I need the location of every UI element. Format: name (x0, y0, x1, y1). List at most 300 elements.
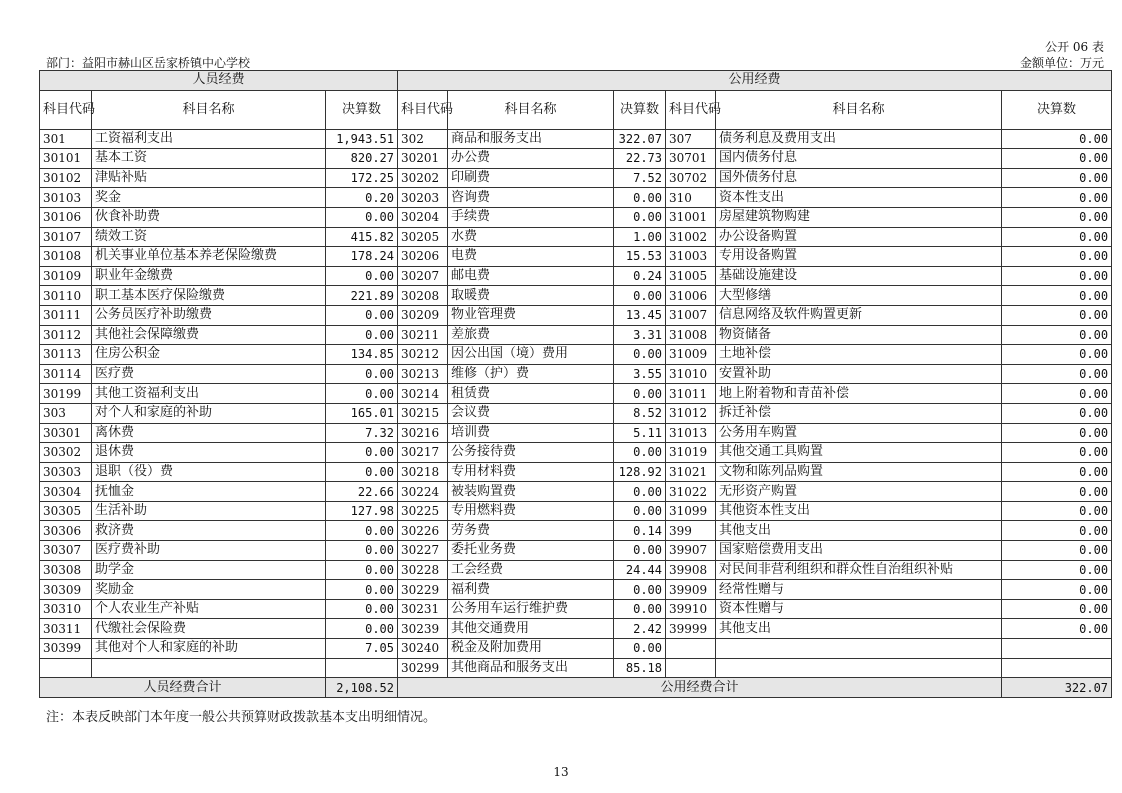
personnel-amount-cell: 0.00 (326, 541, 398, 561)
table-row (40, 266, 1112, 286)
personnel-code-cell: 30305 (40, 501, 92, 521)
personnel-name-cell: 其他社会保障缴费 (92, 325, 326, 345)
public-b-code-cell: 307 (666, 129, 716, 149)
personnel-name-cell: 工资福利支出 (92, 129, 326, 149)
personnel-name-cell: 津贴补贴 (92, 168, 326, 188)
table-row (40, 207, 1112, 227)
public-b-code-cell: 31007 (666, 305, 716, 325)
public-a-name-cell: 水费 (448, 227, 614, 247)
personnel-code-cell: 30109 (40, 266, 92, 286)
public-a-code-cell: 302 (398, 129, 448, 149)
personnel-amount-cell: 0.20 (326, 188, 398, 208)
public-b-amount-cell: 0.00 (1002, 227, 1112, 247)
public-b-amount-cell: 0.00 (1002, 345, 1112, 365)
public-a-amount-cell: 0.00 (614, 384, 666, 404)
public-a-amount-cell: 85.18 (614, 658, 666, 678)
public-a-name-cell: 维修（护）费 (448, 364, 614, 384)
table-row (40, 423, 1112, 443)
public-b-name-cell: 对民间非营利组织和群众性自治组织补贴 (716, 560, 1002, 580)
public-a-code-cell: 30299 (398, 658, 448, 678)
table-row (40, 247, 1112, 267)
public-a-amount-cell: 8.52 (614, 403, 666, 423)
table-row (40, 599, 1112, 619)
personnel-code-cell: 30311 (40, 619, 92, 639)
personnel-name-cell: 离休费 (92, 423, 326, 443)
personnel-code-cell: 30110 (40, 286, 92, 306)
public-b-amount-cell: 0.00 (1002, 168, 1112, 188)
public-a-name-cell: 咨询费 (448, 188, 614, 208)
personnel-name-cell: 医疗费补助 (92, 541, 326, 561)
public-b-code-cell: 31013 (666, 423, 716, 443)
public-b-name-cell: 经常性赠与 (716, 580, 1002, 600)
personnel-code-cell: 30301 (40, 423, 92, 443)
table-row (40, 403, 1112, 423)
public-b-code-cell: 31012 (666, 403, 716, 423)
table-row (40, 443, 1112, 463)
public-a-code-cell: 30204 (398, 207, 448, 227)
col-header-amount: 决算数 (326, 90, 398, 129)
public-b-name-cell: 其他支出 (716, 619, 1002, 639)
public-b-code-cell: 31009 (666, 345, 716, 365)
personnel-amount-cell: 178.24 (326, 247, 398, 267)
department-label: 部门：益阳市赫山区岳家桥镇中心学校 (46, 56, 251, 70)
table-row (40, 639, 1112, 659)
public-a-name-cell: 商品和服务支出 (448, 129, 614, 149)
personnel-name-cell: 对个人和家庭的补助 (92, 403, 326, 423)
public-a-amount-cell: 7.52 (614, 168, 666, 188)
public-a-amount-cell: 128.92 (614, 462, 666, 482)
public-a-name-cell: 印刷费 (448, 168, 614, 188)
public-a-name-cell: 劳务费 (448, 521, 614, 541)
public-b-code-cell: 31021 (666, 462, 716, 482)
public-a-code-cell: 30231 (398, 599, 448, 619)
col-header-name: 科目名称 (716, 90, 1002, 129)
column-header-row (40, 90, 1112, 129)
public-b-code-cell (666, 658, 716, 678)
personnel-code-cell: 303 (40, 403, 92, 423)
personnel-amount-cell: 0.00 (326, 599, 398, 619)
table-row (40, 286, 1112, 306)
table-row (40, 501, 1112, 521)
public-b-code-cell: 30702 (666, 168, 716, 188)
public-b-amount-cell: 0.00 (1002, 599, 1112, 619)
personnel-amount-cell: 0.00 (326, 443, 398, 463)
personnel-name-cell: 抚恤金 (92, 482, 326, 502)
public-b-name-cell: 拆迁补偿 (716, 403, 1002, 423)
public-b-name-cell: 办公设备购置 (716, 227, 1002, 247)
public-a-name-cell: 会议费 (448, 403, 614, 423)
public-b-name-cell: 其他交通工具购置 (716, 443, 1002, 463)
public-a-amount-cell: 322.07 (614, 129, 666, 149)
public-a-name-cell: 手续费 (448, 207, 614, 227)
public-b-name-cell: 土地补偿 (716, 345, 1002, 365)
public-b-amount-cell: 0.00 (1002, 403, 1112, 423)
personnel-amount-cell: 172.25 (326, 168, 398, 188)
personnel-name-cell: 伙食补助费 (92, 207, 326, 227)
personnel-code-cell: 30303 (40, 462, 92, 482)
public-a-code-cell: 30213 (398, 364, 448, 384)
personnel-group-header: 人员经费 (40, 71, 398, 91)
public-b-code-cell: 39907 (666, 541, 716, 561)
public-a-amount-cell: 2.42 (614, 619, 666, 639)
personnel-amount-cell: 0.00 (326, 266, 398, 286)
public-b-name-cell: 文物和陈列品购置 (716, 462, 1002, 482)
public-b-amount-cell: 0.00 (1002, 364, 1112, 384)
table-row (40, 462, 1112, 482)
personnel-code-cell (40, 658, 92, 678)
personnel-code-cell: 30113 (40, 345, 92, 365)
personnel-amount-cell: 0.00 (326, 619, 398, 639)
personnel-name-cell: 绩效工资 (92, 227, 326, 247)
public-b-amount-cell: 0.00 (1002, 129, 1112, 149)
personnel-name-cell: 住房公积金 (92, 345, 326, 365)
public-a-name-cell: 被装购置费 (448, 482, 614, 502)
public-b-name-cell: 其他支出 (716, 521, 1002, 541)
personnel-name-cell: 其他工资福利支出 (92, 384, 326, 404)
public-a-name-cell: 福利费 (448, 580, 614, 600)
personnel-amount-cell: 22.66 (326, 482, 398, 502)
public-b-amount-cell: 0.00 (1002, 443, 1112, 463)
public-b-amount-cell: 0.00 (1002, 423, 1112, 443)
personnel-code-cell: 30309 (40, 580, 92, 600)
public-b-amount-cell: 0.00 (1002, 325, 1112, 345)
personnel-amount-cell: 0.00 (326, 207, 398, 227)
personnel-code-cell: 30111 (40, 305, 92, 325)
col-header-name: 科目名称 (92, 90, 326, 129)
public-b-code-cell: 30701 (666, 149, 716, 169)
public-b-name-cell: 物资储备 (716, 325, 1002, 345)
public-b-name-cell: 债务利息及费用支出 (716, 129, 1002, 149)
personnel-code-cell: 30307 (40, 541, 92, 561)
public-b-name-cell: 基础设施建设 (716, 266, 1002, 286)
public-a-code-cell: 30225 (398, 501, 448, 521)
public-a-code-cell: 30239 (398, 619, 448, 639)
personnel-code-cell: 30114 (40, 364, 92, 384)
public-a-code-cell: 30229 (398, 580, 448, 600)
public-a-name-cell: 其他交通费用 (448, 619, 614, 639)
public-b-amount-cell: 0.00 (1002, 266, 1112, 286)
public-b-amount-cell: 0.00 (1002, 207, 1112, 227)
public-b-amount-cell: 0.00 (1002, 188, 1112, 208)
public-b-amount-cell (1002, 639, 1112, 659)
table-row (40, 188, 1112, 208)
public-a-name-cell: 培训费 (448, 423, 614, 443)
public-b-name-cell: 国外债务付息 (716, 168, 1002, 188)
personnel-code-cell: 30112 (40, 325, 92, 345)
public-a-name-cell: 公务接待费 (448, 443, 614, 463)
public-b-amount-cell: 0.00 (1002, 286, 1112, 306)
col-header-amount: 决算数 (1002, 90, 1112, 129)
public-a-code-cell: 30217 (398, 443, 448, 463)
table-row (40, 227, 1112, 247)
public-b-amount-cell: 0.00 (1002, 521, 1112, 541)
public-a-code-cell: 30226 (398, 521, 448, 541)
table-row (40, 384, 1112, 404)
public-b-name-cell: 国内债务付息 (716, 149, 1002, 169)
public-a-amount-cell: 13.45 (614, 305, 666, 325)
personnel-name-cell: 医疗费 (92, 364, 326, 384)
table-row (40, 305, 1112, 325)
table-row (40, 325, 1112, 345)
public-b-amount-cell: 0.00 (1002, 560, 1112, 580)
public-a-amount-cell: 0.00 (614, 482, 666, 502)
personnel-name-cell: 公务员医疗补助缴费 (92, 305, 326, 325)
public-a-amount-cell: 0.00 (614, 541, 666, 561)
public-b-code-cell: 31010 (666, 364, 716, 384)
public-b-code-cell: 31019 (666, 443, 716, 463)
public-b-code-cell: 31002 (666, 227, 716, 247)
personnel-code-cell: 30108 (40, 247, 92, 267)
public-b-code-cell: 31008 (666, 325, 716, 345)
public-b-name-cell: 信息网络及软件购置更新 (716, 305, 1002, 325)
public-a-name-cell: 专用燃料费 (448, 501, 614, 521)
personnel-code-cell: 30308 (40, 560, 92, 580)
personnel-code-cell: 30199 (40, 384, 92, 404)
public-a-amount-cell: 0.00 (614, 286, 666, 306)
public-a-amount-cell: 0.14 (614, 521, 666, 541)
public-a-code-cell: 30206 (398, 247, 448, 267)
table-row (40, 580, 1112, 600)
personnel-amount-cell: 0.00 (326, 560, 398, 580)
personnel-name-cell: 代缴社会保险费 (92, 619, 326, 639)
public-a-code-cell: 30207 (398, 266, 448, 286)
personnel-code-cell: 30107 (40, 227, 92, 247)
public-b-amount-cell: 0.00 (1002, 619, 1112, 639)
public-b-code-cell: 31001 (666, 207, 716, 227)
personnel-total-label: 人员经费合计 (40, 678, 326, 698)
table-row (40, 521, 1112, 541)
table-row (40, 364, 1112, 384)
public-b-amount-cell: 0.00 (1002, 482, 1112, 502)
public-b-code-cell: 310 (666, 188, 716, 208)
public-a-code-cell: 30224 (398, 482, 448, 502)
public-a-name-cell: 办公费 (448, 149, 614, 169)
public-b-code-cell: 399 (666, 521, 716, 541)
public-a-amount-cell: 0.00 (614, 501, 666, 521)
public-a-name-cell: 邮电费 (448, 266, 614, 286)
personnel-name-cell: 救济费 (92, 521, 326, 541)
personnel-amount-cell: 127.98 (326, 501, 398, 521)
public-a-name-cell: 公务用车运行维护费 (448, 599, 614, 619)
public-a-name-cell: 因公出国（境）费用 (448, 345, 614, 365)
public-total-label: 公用经费合计 (398, 678, 1002, 698)
public-b-name-cell: 地上附着物和青苗补偿 (716, 384, 1002, 404)
public-b-name-cell: 安置补助 (716, 364, 1002, 384)
public-a-amount-cell: 0.00 (614, 580, 666, 600)
personnel-name-cell: 职业年金缴费 (92, 266, 326, 286)
public-a-amount-cell: 22.73 (614, 149, 666, 169)
personnel-amount-cell: 820.27 (326, 149, 398, 169)
public-a-amount-cell: 0.24 (614, 266, 666, 286)
public-b-name-cell (716, 639, 1002, 659)
personnel-name-cell: 基本工资 (92, 149, 326, 169)
personnel-amount-cell: 0.00 (326, 325, 398, 345)
public-a-code-cell: 30214 (398, 384, 448, 404)
page-number: 13 (553, 765, 569, 779)
public-a-amount-cell: 0.00 (614, 599, 666, 619)
public-a-code-cell: 30218 (398, 462, 448, 482)
personnel-amount-cell: 0.00 (326, 521, 398, 541)
personnel-name-cell: 奖励金 (92, 580, 326, 600)
public-a-code-cell: 30212 (398, 345, 448, 365)
public-b-amount-cell: 0.00 (1002, 305, 1112, 325)
public-b-code-cell: 31099 (666, 501, 716, 521)
personnel-amount-cell: 0.00 (326, 384, 398, 404)
public-a-amount-cell: 0.00 (614, 207, 666, 227)
public-a-code-cell: 30201 (398, 149, 448, 169)
public-b-amount-cell: 0.00 (1002, 149, 1112, 169)
col-header-code: 科目代码 (666, 90, 716, 129)
public-a-amount-cell: 15.53 (614, 247, 666, 267)
personnel-code-cell: 301 (40, 129, 92, 149)
public-b-name-cell: 其他资本性支出 (716, 501, 1002, 521)
public-a-name-cell: 电费 (448, 247, 614, 267)
personnel-code-cell: 30302 (40, 443, 92, 463)
public-a-amount-cell: 5.11 (614, 423, 666, 443)
public-b-name-cell (716, 658, 1002, 678)
public-a-code-cell: 30227 (398, 541, 448, 561)
personnel-amount-cell: 0.00 (326, 580, 398, 600)
public-a-code-cell: 30215 (398, 403, 448, 423)
personnel-name-cell: 生活补助 (92, 501, 326, 521)
public-a-name-cell: 专用材料费 (448, 462, 614, 482)
public-a-name-cell: 差旅费 (448, 325, 614, 345)
personnel-code-cell: 30304 (40, 482, 92, 502)
personnel-code-cell: 30102 (40, 168, 92, 188)
personnel-code-cell: 30101 (40, 149, 92, 169)
public-b-amount-cell: 0.00 (1002, 247, 1112, 267)
col-header-name: 科目名称 (448, 90, 614, 129)
public-b-amount-cell: 0.00 (1002, 501, 1112, 521)
public-a-name-cell: 租赁费 (448, 384, 614, 404)
public-a-code-cell: 30216 (398, 423, 448, 443)
footnote: 注：本表反映部门本年度一般公共预算财政拨款基本支出明细情况。 (46, 710, 437, 725)
public-b-name-cell: 资本性支出 (716, 188, 1002, 208)
amount-unit-label: 金额单位：万元 (1019, 56, 1104, 70)
personnel-amount-cell (326, 658, 398, 678)
public-a-name-cell: 物业管理费 (448, 305, 614, 325)
public-a-name-cell: 税金及附加费用 (448, 639, 614, 659)
personnel-name-cell: 退职（役）费 (92, 462, 326, 482)
public-b-code-cell: 39909 (666, 580, 716, 600)
public-a-code-cell: 30205 (398, 227, 448, 247)
personnel-amount-cell: 415.82 (326, 227, 398, 247)
public-a-amount-cell: 0.00 (614, 345, 666, 365)
personnel-code-cell: 30306 (40, 521, 92, 541)
public-b-name-cell: 无形资产购置 (716, 482, 1002, 502)
public-b-amount-cell: 0.00 (1002, 384, 1112, 404)
public-a-code-cell: 30240 (398, 639, 448, 659)
col-header-code: 科目代码 (398, 90, 448, 129)
table-row (40, 560, 1112, 580)
personnel-code-cell: 30399 (40, 639, 92, 659)
personnel-amount-cell: 134.85 (326, 345, 398, 365)
public-a-amount-cell: 0.00 (614, 188, 666, 208)
public-b-code-cell: 31003 (666, 247, 716, 267)
personnel-name-cell: 其他对个人和家庭的补助 (92, 639, 326, 659)
table-code: 公开 06 表 (1045, 40, 1104, 54)
public-a-code-cell: 30203 (398, 188, 448, 208)
personnel-total-amount: 2,108.52 (326, 678, 398, 698)
public-total-amount: 322.07 (1002, 678, 1112, 698)
public-b-name-cell: 房屋建筑物购建 (716, 207, 1002, 227)
group-header-row (40, 71, 1112, 91)
public-b-amount-cell: 0.00 (1002, 580, 1112, 600)
public-b-code-cell: 31022 (666, 482, 716, 502)
personnel-code-cell: 30310 (40, 599, 92, 619)
public-b-name-cell: 公务用车购置 (716, 423, 1002, 443)
totals-row (40, 678, 1112, 698)
public-a-amount-cell: 3.31 (614, 325, 666, 345)
personnel-amount-cell: 7.32 (326, 423, 398, 443)
personnel-amount-cell: 0.00 (326, 305, 398, 325)
public-a-name-cell: 委托业务费 (448, 541, 614, 561)
public-a-name-cell: 其他商品和服务支出 (448, 658, 614, 678)
personnel-name-cell: 奖金 (92, 188, 326, 208)
table-row (40, 345, 1112, 365)
personnel-amount-cell: 0.00 (326, 462, 398, 482)
public-a-amount-cell: 0.00 (614, 639, 666, 659)
personnel-amount-cell: 0.00 (326, 364, 398, 384)
public-b-code-cell: 39910 (666, 599, 716, 619)
public-b-name-cell: 专用设备购置 (716, 247, 1002, 267)
public-a-code-cell: 30202 (398, 168, 448, 188)
public-b-amount-cell: 0.00 (1002, 462, 1112, 482)
personnel-code-cell: 30106 (40, 207, 92, 227)
personnel-amount-cell: 221.89 (326, 286, 398, 306)
col-header-amount: 决算数 (614, 90, 666, 129)
personnel-amount-cell: 1,943.51 (326, 129, 398, 149)
personnel-name-cell (92, 658, 326, 678)
table-row (40, 168, 1112, 188)
table-row (40, 129, 1112, 149)
personnel-name-cell: 助学金 (92, 560, 326, 580)
personnel-name-cell: 退休费 (92, 443, 326, 463)
personnel-name-cell: 机关事业单位基本养老保险缴费 (92, 247, 326, 267)
table-row (40, 482, 1112, 502)
public-b-code-cell: 31005 (666, 266, 716, 286)
public-a-code-cell: 30211 (398, 325, 448, 345)
public-b-code-cell: 31011 (666, 384, 716, 404)
public-b-code-cell: 31006 (666, 286, 716, 306)
personnel-name-cell: 个人农业生产补贴 (92, 599, 326, 619)
table-row (40, 149, 1112, 169)
personnel-amount-cell: 7.05 (326, 639, 398, 659)
public-a-code-cell: 30208 (398, 286, 448, 306)
public-a-amount-cell: 0.00 (614, 443, 666, 463)
public-a-amount-cell: 1.00 (614, 227, 666, 247)
table-row (40, 619, 1112, 639)
public-a-amount-cell: 3.55 (614, 364, 666, 384)
col-header-code: 科目代码 (40, 90, 92, 129)
public-b-amount-cell (1002, 658, 1112, 678)
public-a-name-cell: 工会经费 (448, 560, 614, 580)
personnel-name-cell: 职工基本医疗保险缴费 (92, 286, 326, 306)
personnel-code-cell: 30103 (40, 188, 92, 208)
public-b-code-cell: 39999 (666, 619, 716, 639)
personnel-amount-cell: 165.01 (326, 403, 398, 423)
public-a-code-cell: 30228 (398, 560, 448, 580)
public-b-name-cell: 国家赔偿费用支出 (716, 541, 1002, 561)
expenditure-table (39, 70, 1112, 698)
public-a-name-cell: 取暖费 (448, 286, 614, 306)
public-b-name-cell: 资本性赠与 (716, 599, 1002, 619)
public-a-code-cell: 30209 (398, 305, 448, 325)
table-row (40, 658, 1112, 678)
public-a-amount-cell: 24.44 (614, 560, 666, 580)
public-group-header: 公用经费 (398, 71, 1112, 91)
public-b-amount-cell: 0.00 (1002, 541, 1112, 561)
